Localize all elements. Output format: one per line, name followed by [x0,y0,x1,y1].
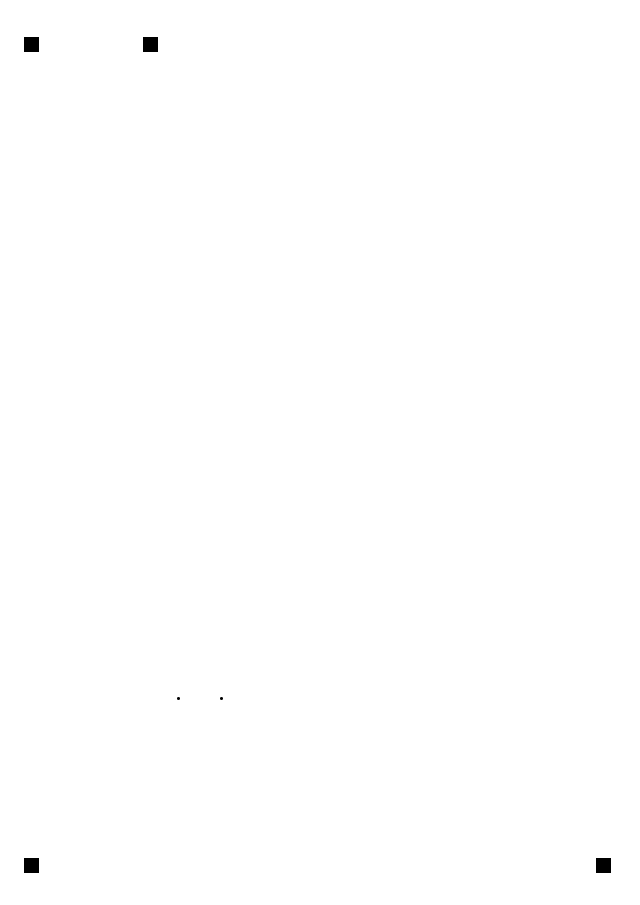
barcode [45,33,131,63]
date-separator [220,697,223,700]
corner-marker-top-left [24,37,39,52]
corner-marker-bottom-right [596,858,611,873]
corner-marker-bottom-left [24,858,39,873]
date-separator [177,697,180,700]
corner-marker-top-right [143,37,158,52]
